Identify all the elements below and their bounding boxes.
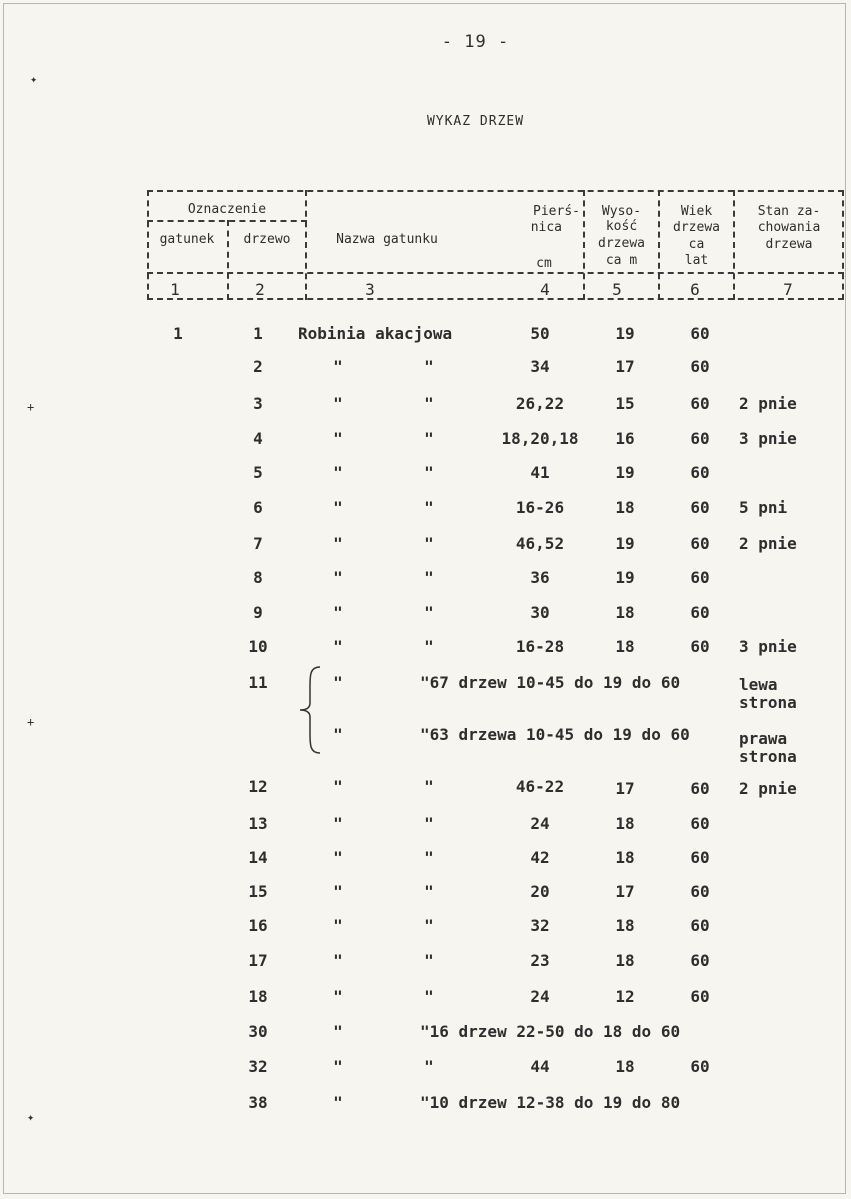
ditto-mark: " [333, 1022, 343, 1041]
cell-summary: "10 drzew 12-38 do 19 do 80 [420, 1093, 681, 1112]
column-number: 1 [170, 280, 180, 299]
ditto-mark: " [424, 916, 434, 935]
cell-stan: strona [739, 747, 797, 766]
ditto-mark: " [333, 463, 343, 482]
cell-wysokosc: 18 [615, 603, 635, 622]
ditto-mark: " [333, 603, 343, 622]
cell-piersnica: 36 [530, 568, 550, 587]
cell-piersnica: 16-26 [515, 498, 565, 517]
column-number: 4 [540, 280, 550, 299]
cell-wysokosc: 19 [615, 463, 635, 482]
cell-stan: 2 pnie [739, 779, 797, 798]
header-col-drzewo: drzewo [243, 232, 291, 247]
cell-wysokosc: 17 [615, 882, 635, 901]
ditto-mark: " [333, 882, 343, 901]
ditto-mark: " [333, 673, 343, 692]
cell-piersnica: 46,52 [515, 534, 565, 553]
ditto-mark: " [424, 498, 434, 517]
margin-mark: + [27, 715, 35, 729]
header-col7-line1: Stan za- [757, 204, 821, 219]
cell-piersnica: 26,22 [515, 394, 565, 413]
ditto-mark: " [333, 951, 343, 970]
cell-wiek: 60 [690, 1057, 710, 1076]
cell-stan: strona [739, 693, 797, 712]
cell-wiek: 60 [690, 324, 710, 343]
cell-wysokosc: 16 [615, 429, 635, 448]
cell-wiek: 60 [690, 848, 710, 867]
ditto-mark: " [333, 637, 343, 656]
cell-wiek: 60 [690, 534, 710, 553]
cell-wiek: 60 [690, 882, 710, 901]
cell-wiek: 60 [690, 463, 710, 482]
margin-mark: ✦ [30, 72, 38, 86]
cell-piersnica: 24 [530, 814, 550, 833]
cell-wysokosc: 12 [615, 987, 635, 1006]
cell-drzewo: 3 [253, 394, 263, 413]
cell-drzewo: 38 [248, 1093, 268, 1112]
cell-piersnica: 23 [530, 951, 550, 970]
ditto-mark: " [424, 1057, 434, 1076]
ditto-mark: " [424, 603, 434, 622]
cell-drzewo: 8 [253, 568, 263, 587]
cell-piersnica: 50 [530, 324, 550, 343]
cell-drzewo: 9 [253, 603, 263, 622]
cell-stan: 5 pni [739, 498, 788, 517]
cell-wiek: 60 [690, 814, 710, 833]
cell-nazwa: Robinia akacjowa [298, 324, 453, 343]
header-col6-line1: Wiek [680, 204, 713, 219]
cell-piersnica: 42 [530, 848, 550, 867]
ditto-mark: " [333, 498, 343, 517]
header-col4-line2: nica [530, 220, 562, 235]
header-divider [147, 220, 307, 222]
cell-stan: 2 pnie [739, 534, 797, 553]
cell-drzewo: 13 [248, 814, 268, 833]
cell-stan: prawa [739, 729, 788, 748]
header-col5-line2: kość [605, 219, 638, 234]
header-col7-line3: drzewa [765, 237, 813, 252]
cell-wiek: 60 [690, 394, 710, 413]
column-number: 3 [365, 280, 375, 299]
cell-summary: "63 drzewa 10-45 do 19 do 60 [420, 725, 690, 744]
cell-summary: "16 drzew 22-50 do 18 do 60 [420, 1022, 681, 1041]
header-col5-line4: ca m [605, 253, 638, 268]
cell-wiek: 60 [690, 603, 710, 622]
cell-wysokosc: 15 [615, 394, 635, 413]
ditto-mark: " [424, 951, 434, 970]
cell-wiek: 60 [690, 568, 710, 587]
cell-wysokosc: 17 [615, 779, 635, 798]
ditto-mark: " [424, 814, 434, 833]
cell-wysokosc: 18 [615, 848, 635, 867]
cell-wysokosc: 19 [615, 534, 635, 553]
cell-drzewo: 6 [253, 498, 263, 517]
cell-wysokosc: 18 [615, 498, 635, 517]
header-col-nazwa: Nazwa gatunku [336, 232, 438, 247]
ditto-mark: " [424, 987, 434, 1006]
header-col6-line2: drzewa [673, 220, 720, 235]
cell-drzewo: 11 [248, 673, 268, 692]
header-col4-unit: cm [536, 256, 552, 271]
cell-piersnica: 34 [530, 357, 550, 376]
cell-drzewo: 1 [253, 324, 263, 343]
cell-summary: "67 drzew 10-45 do 19 do 60 [420, 673, 681, 692]
cell-gatunek: 1 [173, 324, 183, 343]
cell-wysokosc: 18 [615, 916, 635, 935]
cell-drzewo: 10 [248, 637, 268, 656]
header-col-gatunek: gatunek [159, 232, 215, 247]
curly-brace [296, 665, 324, 755]
cell-piersnica: 18,20,18 [501, 429, 579, 448]
cell-stan: 3 pnie [739, 637, 797, 656]
header-col5-line3: drzewa [598, 236, 645, 251]
cell-piersnica: 32 [530, 916, 550, 935]
cell-piersnica: 46-22 [515, 777, 565, 796]
cell-wiek: 60 [690, 357, 710, 376]
header-col4-line1: Pierś- [533, 204, 580, 219]
cell-wysokosc: 17 [615, 357, 635, 376]
header-col7-line2: chowania [757, 220, 821, 235]
cell-piersnica: 20 [530, 882, 550, 901]
cell-wiek: 60 [690, 779, 710, 798]
ditto-mark: " [333, 534, 343, 553]
page-border [3, 3, 846, 1194]
column-number: 6 [690, 280, 700, 299]
header-group-label: Oznaczenie [187, 202, 267, 217]
cell-drzewo: 14 [248, 848, 268, 867]
ditto-mark: " [424, 357, 434, 376]
ditto-mark: " [333, 848, 343, 867]
header-divider [147, 272, 844, 274]
cell-wiek: 60 [690, 637, 710, 656]
ditto-mark: " [424, 429, 434, 448]
ditto-mark: " [333, 568, 343, 587]
document-title: WYKAZ DRZEW [426, 114, 525, 129]
cell-stan: 2 pnie [739, 394, 797, 413]
margin-mark: ✦ [27, 1110, 35, 1124]
cell-wiek: 60 [690, 429, 710, 448]
cell-piersnica: 30 [530, 603, 550, 622]
margin-mark: + [27, 400, 35, 414]
cell-wysokosc: 19 [615, 324, 635, 343]
cell-drzewo: 16 [248, 916, 268, 935]
page-number: - 19 - [441, 32, 510, 52]
ditto-mark: " [424, 848, 434, 867]
header-col6-line3: ca [688, 237, 705, 252]
cell-piersnica: 16-28 [515, 637, 565, 656]
ditto-mark: " [424, 882, 434, 901]
cell-drzewo: 4 [253, 429, 263, 448]
ditto-mark: " [333, 1057, 343, 1076]
ditto-mark: " [424, 568, 434, 587]
cell-stan: 3 pnie [739, 429, 797, 448]
cell-piersnica: 24 [530, 987, 550, 1006]
cell-drzewo: 17 [248, 951, 268, 970]
ditto-mark: " [333, 725, 343, 744]
cell-drzewo: 30 [248, 1022, 268, 1041]
cell-piersnica: 44 [530, 1057, 550, 1076]
ditto-mark: " [333, 394, 343, 413]
cell-piersnica: 41 [530, 463, 550, 482]
cell-drzewo: 7 [253, 534, 263, 553]
header-col5-line1: Wyso- [601, 204, 642, 219]
ditto-mark: " [333, 429, 343, 448]
cell-drzewo: 32 [248, 1057, 268, 1076]
column-number: 7 [783, 280, 793, 299]
ditto-mark: " [333, 814, 343, 833]
cell-drzewo: 2 [253, 357, 263, 376]
ditto-mark: " [424, 534, 434, 553]
cell-drzewo: 18 [248, 987, 268, 1006]
cell-wysokosc: 19 [615, 568, 635, 587]
cell-wysokosc: 18 [615, 1057, 635, 1076]
ditto-mark: " [424, 637, 434, 656]
ditto-mark: " [333, 987, 343, 1006]
cell-drzewo: 12 [248, 777, 268, 796]
ditto-mark: " [424, 777, 434, 796]
cell-wiek: 60 [690, 951, 710, 970]
cell-drzewo: 5 [253, 463, 263, 482]
cell-wiek: 60 [690, 916, 710, 935]
ditto-mark: " [333, 1093, 343, 1112]
ditto-mark: " [424, 394, 434, 413]
ditto-mark: " [333, 777, 343, 796]
cell-wiek: 60 [690, 987, 710, 1006]
column-number: 2 [255, 280, 265, 299]
cell-wysokosc: 18 [615, 814, 635, 833]
cell-drzewo: 15 [248, 882, 268, 901]
cell-wysokosc: 18 [615, 951, 635, 970]
cell-stan: lewa [739, 675, 778, 694]
ditto-mark: " [333, 916, 343, 935]
ditto-mark: " [424, 463, 434, 482]
column-number: 5 [612, 280, 622, 299]
ditto-mark: " [333, 357, 343, 376]
cell-wysokosc: 18 [615, 637, 635, 656]
header-col6-line4: lat [684, 253, 709, 268]
cell-wiek: 60 [690, 498, 710, 517]
